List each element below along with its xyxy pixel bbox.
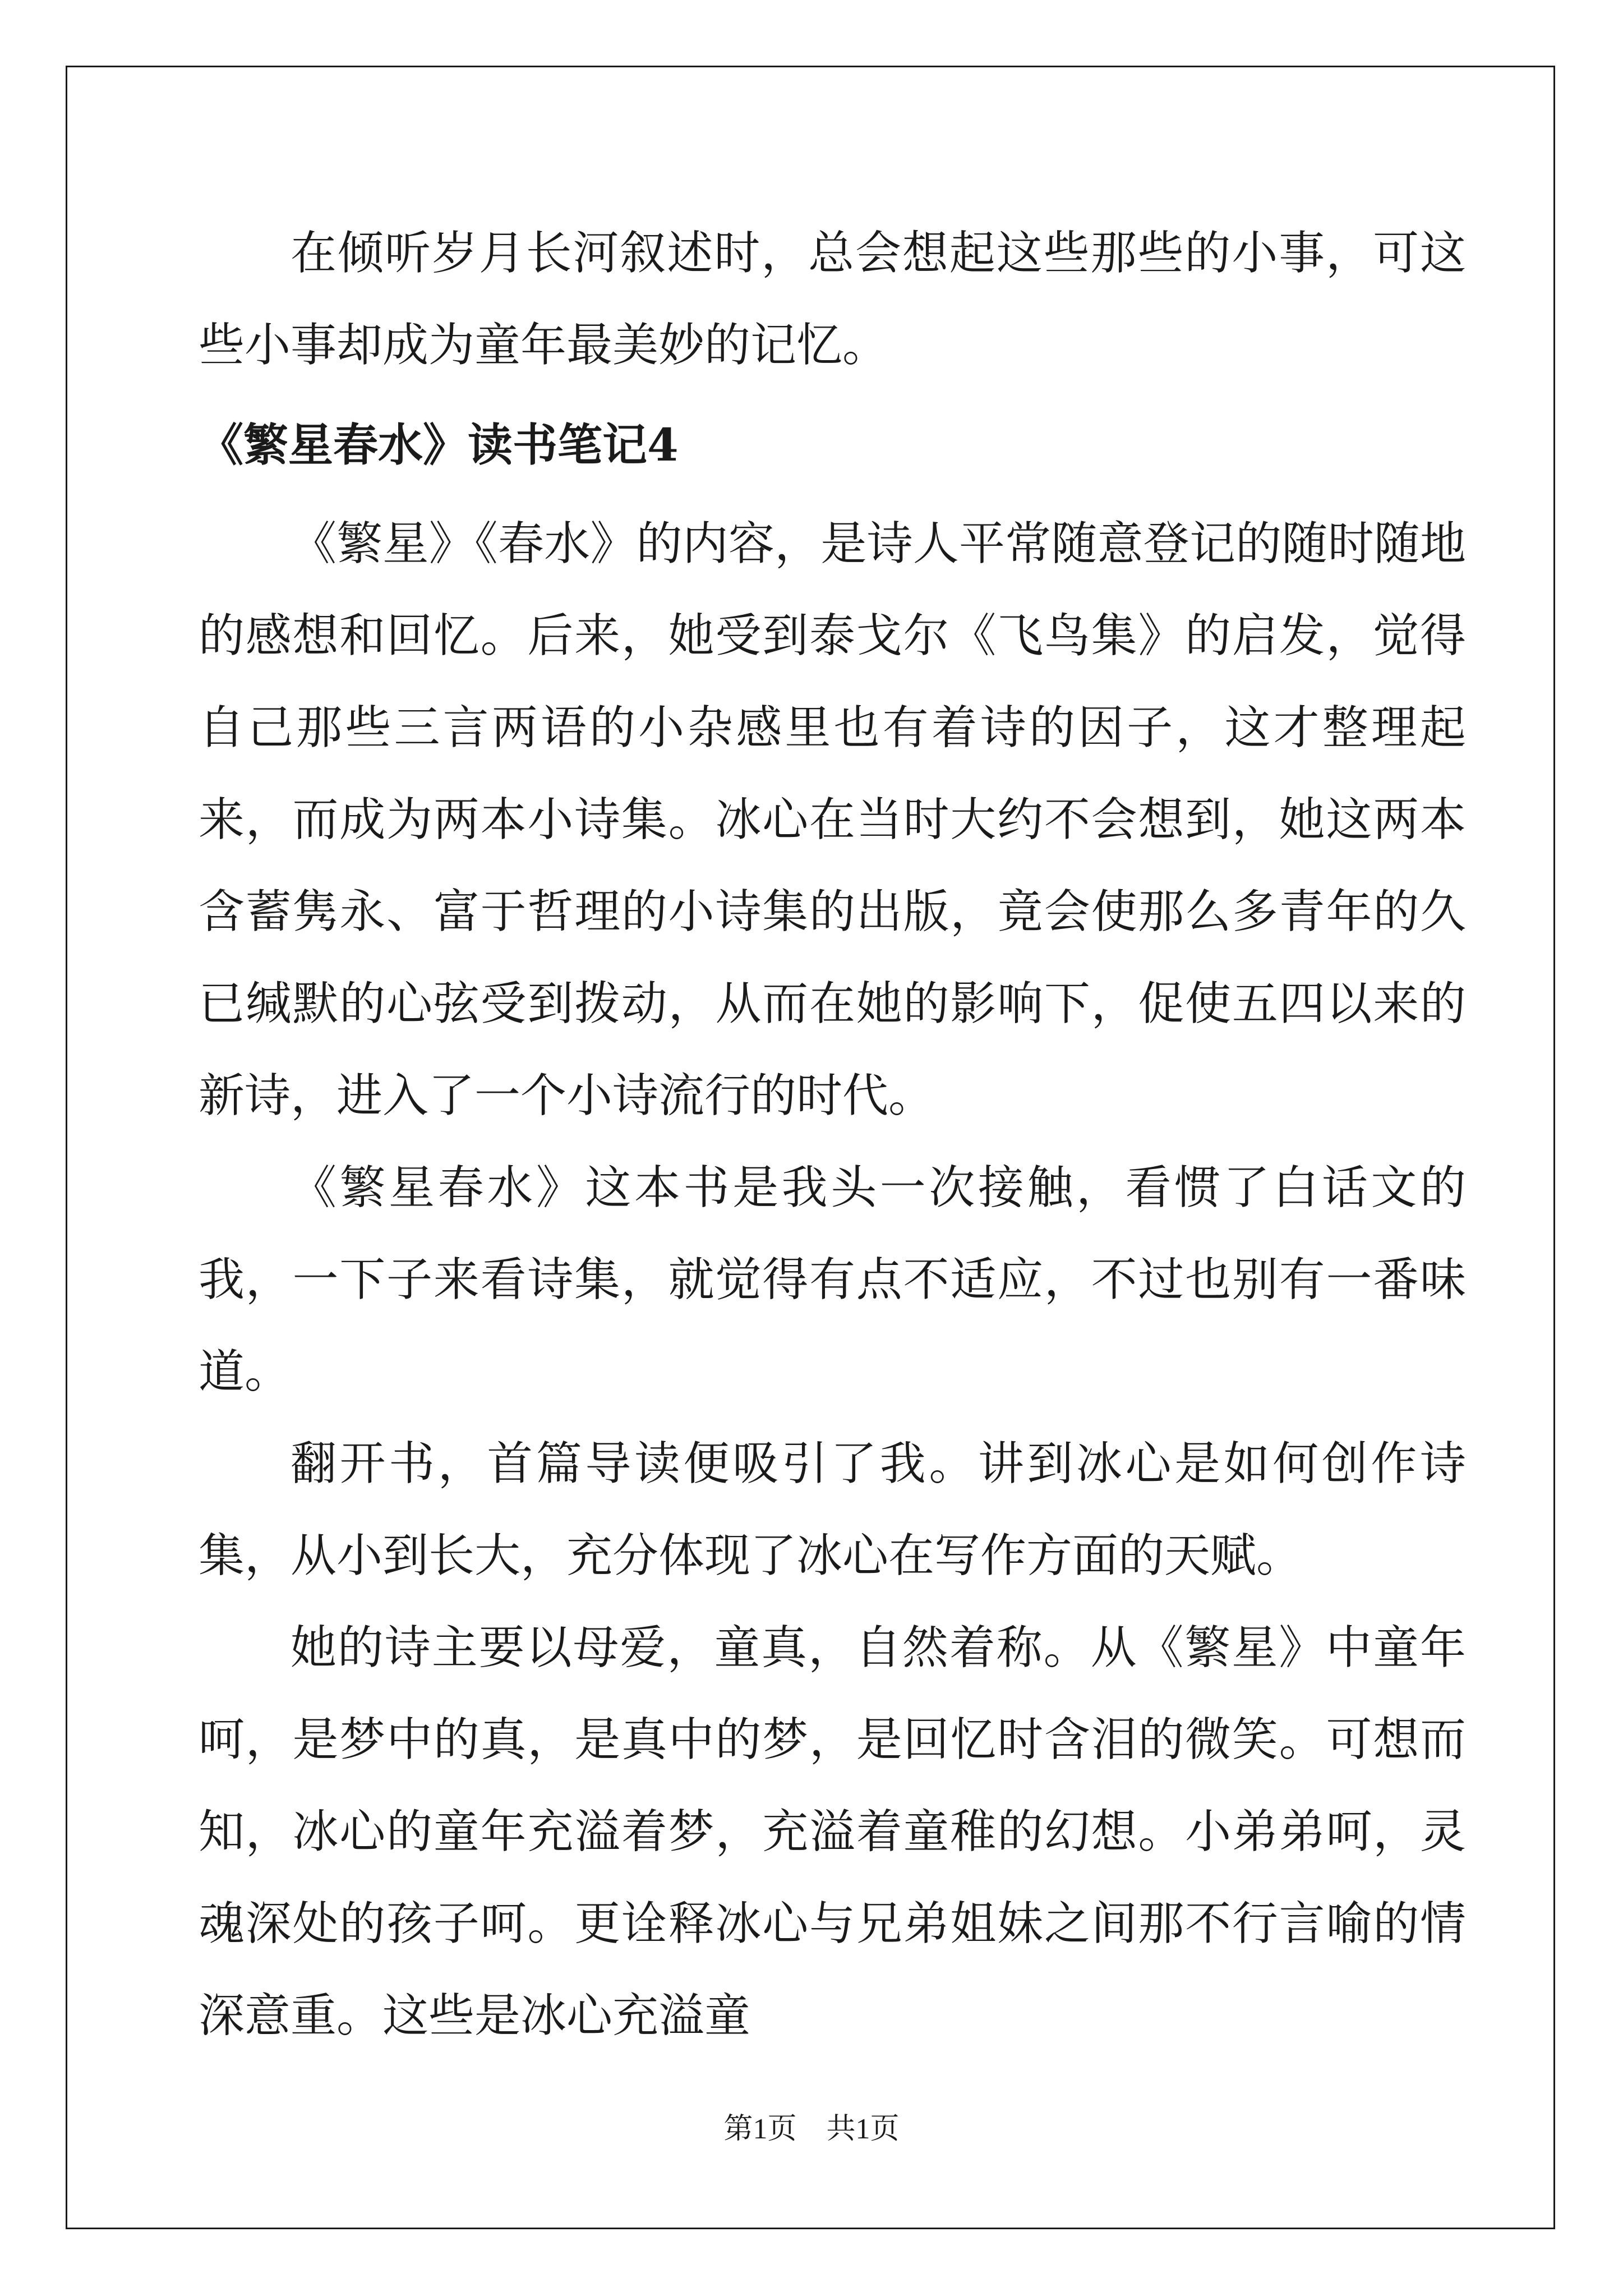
- paragraph: 《繁星春水》这本书是我头一次接触，看惯了白话文的我，一下子来看诗集，就觉得有点不适应，不过也别有一番味道。: [199, 1161, 1466, 1398]
- document-body: [199, 208, 1466, 2062]
- paragraph: 在倾听岁月长河叙述时，总会想起这些那些的小事，可这些小事却成为童年最美妙的记忆。: [199, 227, 1466, 372]
- paragraph: 翻开书，首篇导读便吸引了我。讲到冰心是如何创作诗集，从小到长大，充分体现了冰心在写作方面的天赋。: [199, 1437, 1466, 1582]
- paragraph: 她的诗主要以母爱，童真，自然着称。从《繁星》中童年呵，是梦中的真，是真中的梦，是回忆时含泪的微笑。可想而知，冰心的童年充溢着梦，充溢着童稚的幻想。小弟弟呵，灵魂深处的孩子呵。更诠释冰心与兄弟姐妹之间那不行言喻的情深意重。这些是冰心充溢童: [199, 1621, 1466, 2042]
- section-heading: 《繁星春水》读书笔记4: [199, 418, 679, 471]
- paragraph: 《繁星》《春水》的内容，是诗人平常随意登记的随时随地的感想和回忆。后来，她受到泰戈尔《飞鸟集》的启发，觉得自己那些三言两语的小杂感里也有着诗的因子，这才整理起来，而成为两本小诗集。冰心在当时大约不会想到，她这两本含蓄隽永、富于哲理的小诗集的出版，竟会使那么多青年的久已缄默的心弦受到拨动，从而在她的影响下，促使五四以来的新诗，进入了一个小诗流行的时代。: [199, 517, 1466, 1122]
- page-number-footer: 第1页 共1页: [723, 2113, 900, 2145]
